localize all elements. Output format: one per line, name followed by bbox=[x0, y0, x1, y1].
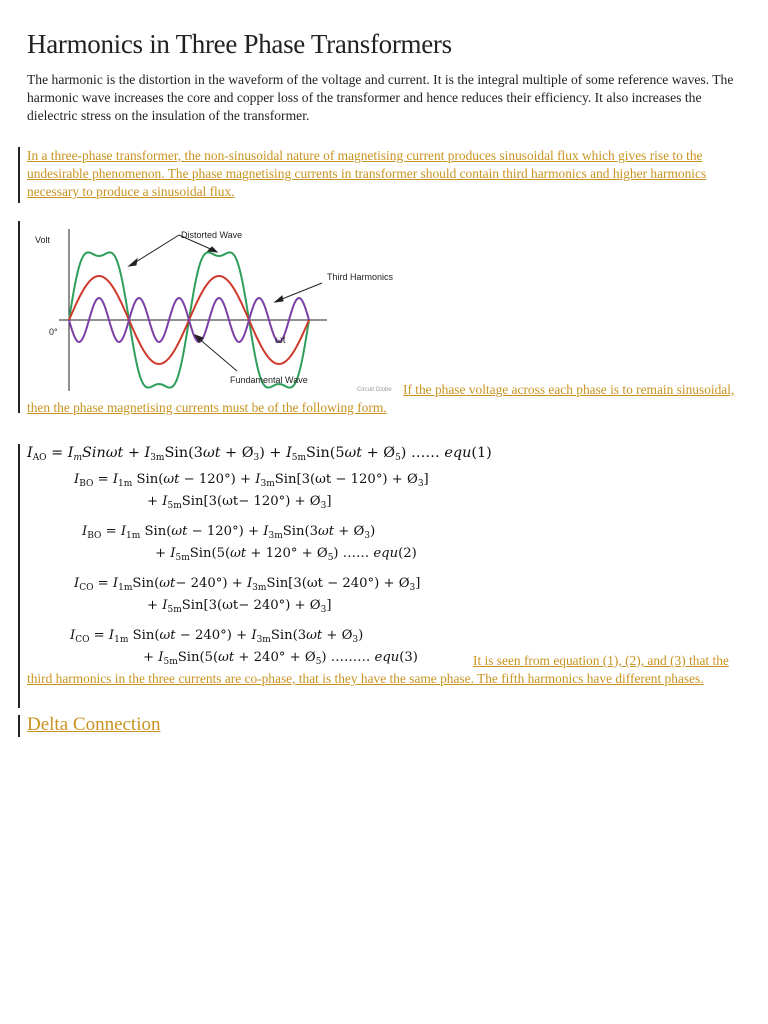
equation-3a: $I_{BO} = I_{1m}$ $Sin(\omega t - 120^\circ) + I_{3m}Sin(3\omega t$ + $Ø_3$) bbox=[82, 524, 376, 541]
figure-watermark: Circuit Globe bbox=[357, 387, 392, 393]
figure-caption-link[interactable]: If the phase voltage across each phase is to remain sinusoidal, then the phase magnetising currents must be of the following form. bbox=[27, 382, 735, 415]
quote-paragraph-link[interactable]: In a three-phase transformer, the non-sinusoidal nature of magnetising current produces sinusoidal flux which gives rise to the undesirable phenomenon. The phase magnetising currents in transformer should contain third harmonics and higher harmonics necessary to produce a sinusoidal flux. bbox=[27, 148, 707, 199]
figure-bar bbox=[18, 221, 20, 413]
third-arrowhead bbox=[275, 296, 283, 302]
equation-4b: + $I_{5m}Sin[3(\omega t- 240^\circ)$ + $Ø_3$] bbox=[147, 598, 332, 615]
fundamental-arrow bbox=[197, 337, 237, 371]
equation-5b: + $I_{5m}Sin(5(\omega t + 240^\circ$ + $Ø_5$) ……… equ(3) bbox=[143, 650, 418, 667]
equation-2a: $I_{BO} = I_{1m}$ $Sin(\omega t - 120^\circ) + I_{3m}Sin[3(\omega t - 120^\circ)$ + $Ø_3$] bbox=[74, 472, 429, 489]
equations-image bbox=[27, 444, 492, 670]
x-axis-label: ωt bbox=[275, 335, 286, 346]
equation-4a: $I_{CO} = I_{1m}Sin(\omega t- 240^\circ) + I_{3m}Sin[3(\omega t - 240^\circ)$ + $Ø_3$] bbox=[74, 576, 421, 593]
quote-bar bbox=[18, 147, 20, 203]
y-axis-label: Volt bbox=[35, 235, 51, 245]
fundamental-wave-label: Fundamental Wave bbox=[230, 375, 308, 385]
quote-block bbox=[27, 147, 743, 201]
equations-bar bbox=[18, 444, 20, 708]
document-page bbox=[27, 26, 743, 737]
delta-heading-block bbox=[27, 713, 743, 737]
delta-bar bbox=[18, 715, 20, 737]
delta-connection-heading-link[interactable]: Delta Connection bbox=[27, 714, 161, 735]
third-harmonic-label: Third Harmonics bbox=[327, 272, 394, 282]
distorted-arrowhead-2 bbox=[208, 247, 217, 252]
waveform-figure bbox=[27, 221, 403, 399]
origin-label: 0° bbox=[49, 327, 58, 337]
waveform-figure-block bbox=[27, 221, 743, 417]
equation-3b: + $I_{5m}Sin(5(\omega t + 120^\circ$ + $Ø_5$) …… equ(2) bbox=[155, 546, 417, 563]
equation-5a: $I_{CO} = I_{1m}$ $Sin(\omega t - 240^\circ) + I_{3m}Sin(3\omega t$ + $Ø_3$) bbox=[70, 628, 364, 645]
distorted-arrow-1 bbox=[131, 235, 179, 265]
distorted-wave-label: Distorted Wave bbox=[181, 230, 243, 240]
page-title: Harmonics in Three Phase Transformers bbox=[27, 29, 452, 59]
intro-paragraph: The harmonic is the distortion in the waveform of the voltage and current. It is the integral multiple of some reference waves. The harmonic wave increases the core and copper loss of the transformer and hence reduces their efficiency. It also increases the dielectric stress on the insulation of the transformer. bbox=[27, 72, 734, 123]
equation-caption-link[interactable]: It is seen from equation (1), (2), and (3) that the third harmonics in the three currents are co-phase, that is they have the same phase. The fifth harmonics have different phases. bbox=[27, 653, 729, 686]
distorted-arrowhead-1 bbox=[129, 259, 137, 266]
equation-1: $I_{AO} = I_mSin\omega t + I_{3m}Sin(3\omega t$ + $Ø_3) + I_{5m}Sin(5\omega t$ + $Ø_5$) …… equ(1) bbox=[27, 445, 492, 463]
equations-block bbox=[27, 444, 743, 688]
equation-2b: + $I_{5m}Sin[3(\omega t- 120^\circ)$ + $Ø_3$] bbox=[147, 494, 332, 511]
